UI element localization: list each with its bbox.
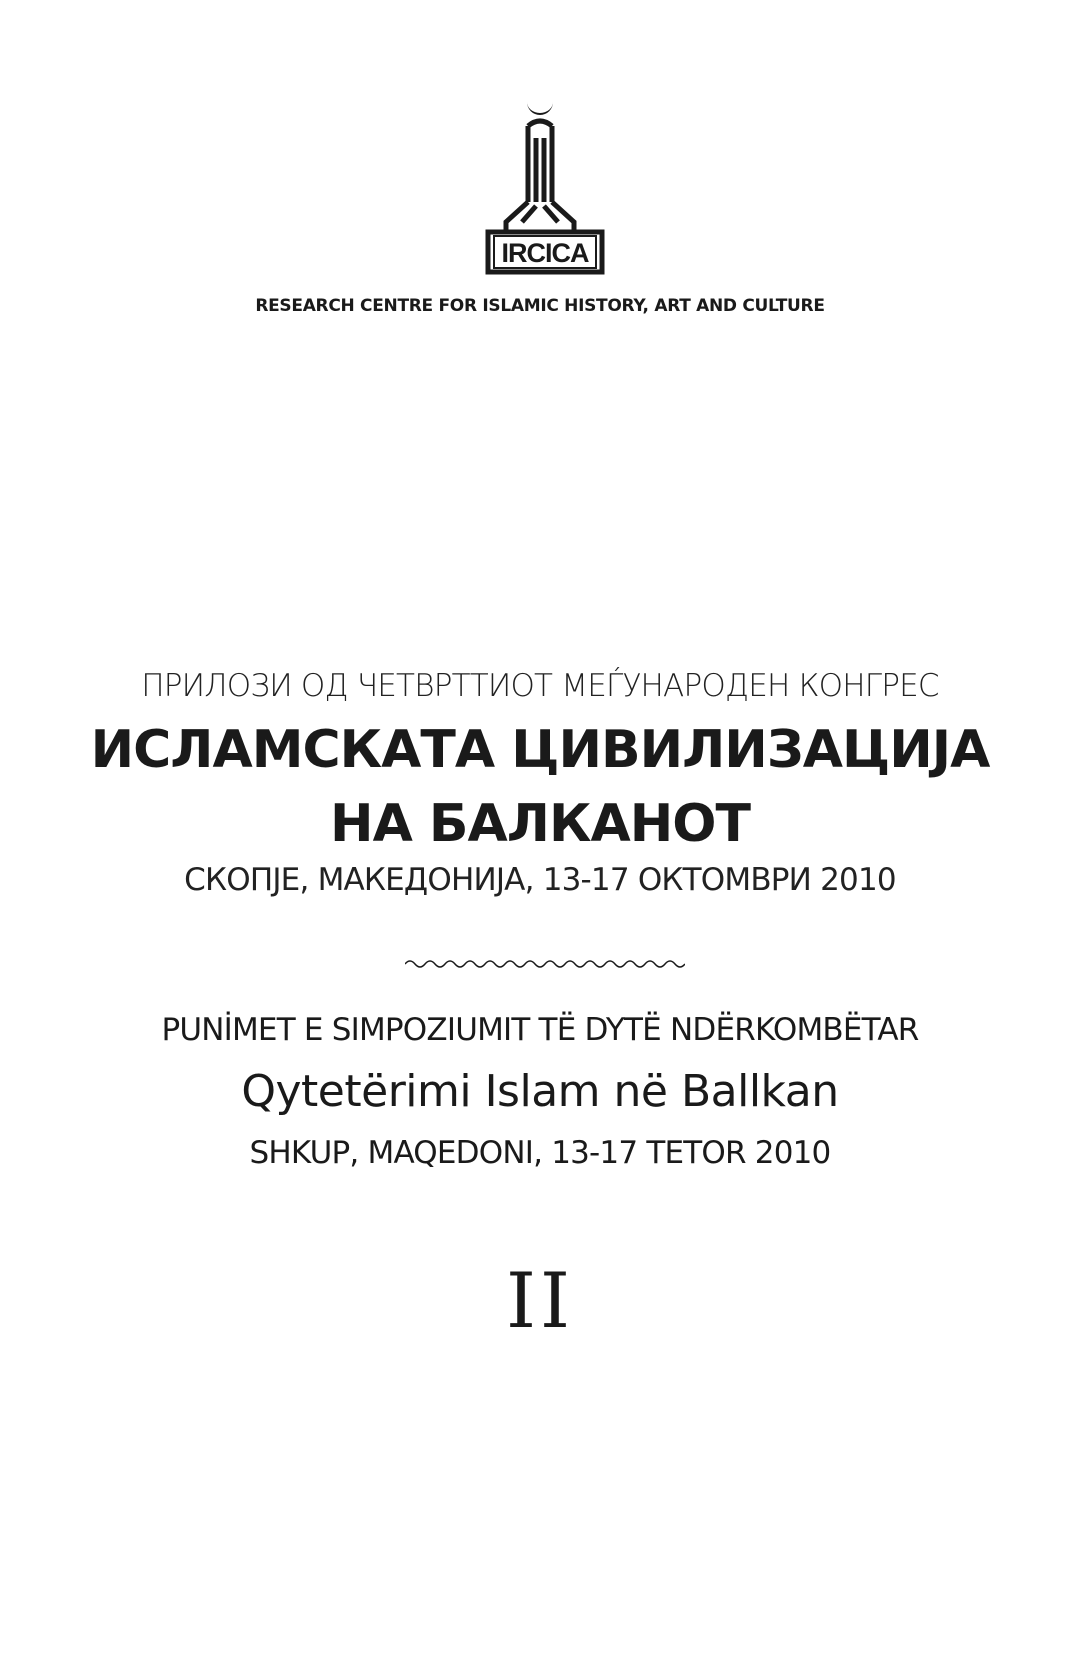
mk-title-line-1: ИСЛАМСКАТА ЦИВИЛИЗАЦИЈА [90, 720, 990, 780]
organization-name: RESEARCH CENTRE FOR ISLAMIC HISTORY, ART AND CULTURE [255, 296, 825, 316]
mk-subtitle: ПРИЛОЗИ ОД ЧЕТВРТТИОТ МЕЃУНАРОДЕН КОНГРЕС [141, 668, 939, 704]
logo-text: IRCICA [501, 238, 589, 268]
sq-place-date: SHKUP, MAQEDONI, 13-17 TETOR 2010 [249, 1135, 831, 1171]
crescent-icon [527, 102, 553, 115]
ircica-logo [480, 98, 610, 288]
volume-number: II [505, 1256, 575, 1345]
sq-subtitle: PUNİMET E SIMPOZIUMIT TË DYTË NDËRKOMBËTAR [161, 1012, 919, 1048]
wavy-divider [405, 957, 685, 971]
mk-title-line-2: НА БАЛКАНОТ [330, 794, 750, 854]
sq-title: Qytetërimi Islam në Ballkan [241, 1066, 839, 1117]
mk-place-date: СКОПЈЕ, МАКЕДОНИЈА, 13-17 ОКТОМВРИ 2010 [184, 862, 896, 898]
